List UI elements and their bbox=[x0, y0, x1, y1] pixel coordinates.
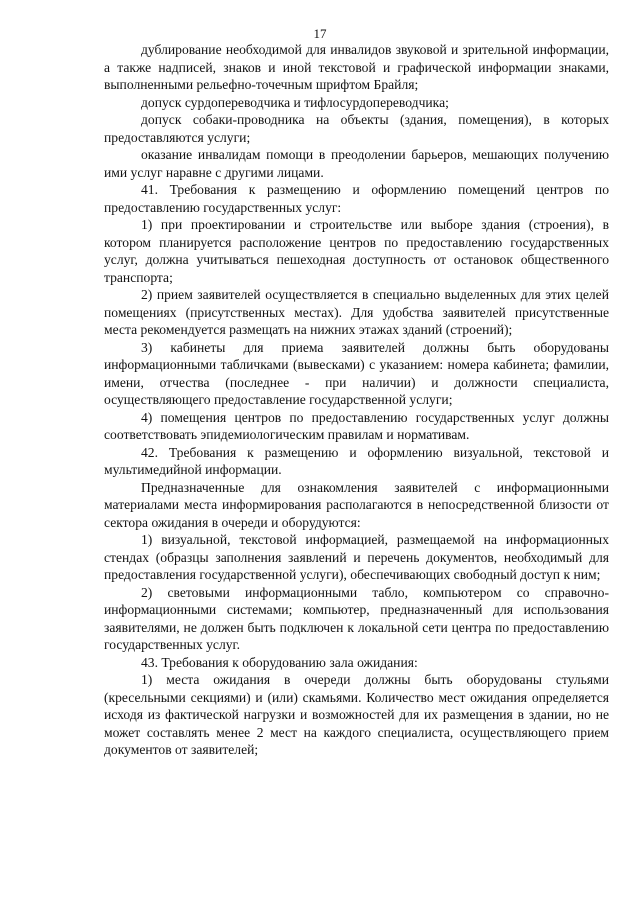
paragraph-41-item-2: 2) прием заявителей осуществляется в специально выделенных для этих целей помещениях (присутственных местах). Для удобства заявителей присутственные места рекомендуется размещать на нижних этажах зданий (строений); bbox=[104, 287, 609, 337]
paragraph-41-item-4: 4) помещения центров по предоставлению государственных услуг должны соответствовать эпидемиологическим правилам и нормативам. bbox=[104, 409, 609, 442]
paragraph-41-item-1: 1) при проектировании и строительстве или выборе здания (строения), в котором планируется расположение центров по предоставлению государственных услуг, должна учитываться пешеходная доступность от остановок общественного транспорта; bbox=[104, 217, 609, 285]
paragraph-42-intro: Предназначенные для ознакомления заявителей с информационными материалами места информирования располагаются в непосредственной близости от сектора ожидания в очереди и оборудуются: bbox=[104, 479, 609, 530]
paragraph-section-42: 42. Требования к размещению и оформлению визуальной, текстовой и мультимедийной информации. bbox=[104, 444, 609, 477]
paragraph-42-item-2: 2) световыми информационными табло, компьютером со справочно-информационными системами; компьютер, предназначенный для использования заявителями, не должен быть подключен к локальной сети центра по предоставлению государственных услуг. bbox=[104, 584, 609, 652]
paragraph-braille-info: дублирование необходимой для инвалидов звуковой и зрительной информации, а также надписей, знаков и иной текстовой и графической информации знаками, выполненными рельефно-точечным шрифтом Брайля; bbox=[104, 42, 609, 92]
page-number: 17 bbox=[313, 26, 327, 41]
paragraph-guide-dog: допуск собаки-проводника на объекты (здания, помещения), в которых предоставляются услуги; bbox=[104, 112, 609, 145]
paragraph-42-item-1: 1) визуальной, текстовой информацией, размещаемой на информационных стендах (образцы заполнения заявлений и перечень документов, необходимый для предоставления государственной услуги), обеспечивающих свободный доступ к ним; bbox=[104, 532, 609, 582]
paragraph-section-43: 43. Требования к оборудованию зала ожидания: bbox=[141, 654, 418, 670]
paragraph-section-41: 41. Требования к размещению и оформлению помещений центров по предоставлению государственных услуг: bbox=[104, 182, 609, 215]
paragraph-43-item-1: 1) места ожидания в очереди должны быть оборудованы стульями (кресельными секциями) и (или) скамьями. Количество мест ожидания определяется исходя из фактической нагрузки и возможностей для их размещения в здании, но не может составлять менее 2 мест на каждого специалиста, осуществляющего прием документов от заявителей; bbox=[104, 672, 609, 757]
paragraph-assistance: оказание инвалидам помощи в преодолении барьеров, мешающих получению ими услуг наравне с другими лицами. bbox=[104, 147, 609, 180]
paragraph-41-item-3: 3) кабинеты для приема заявителей должны быть оборудованы информационными табличками (вывесками) с указанием: номера кабинета; фамилии, имени, отчества (последнее - при наличии) и должности специалиста, осуществляющего предоставление государственной услуги; bbox=[104, 339, 609, 407]
paragraph-sign-interpreter: допуск сурдопереводчика и тифлосурдопереводчика; bbox=[141, 94, 449, 110]
document-body bbox=[104, 41, 609, 759]
